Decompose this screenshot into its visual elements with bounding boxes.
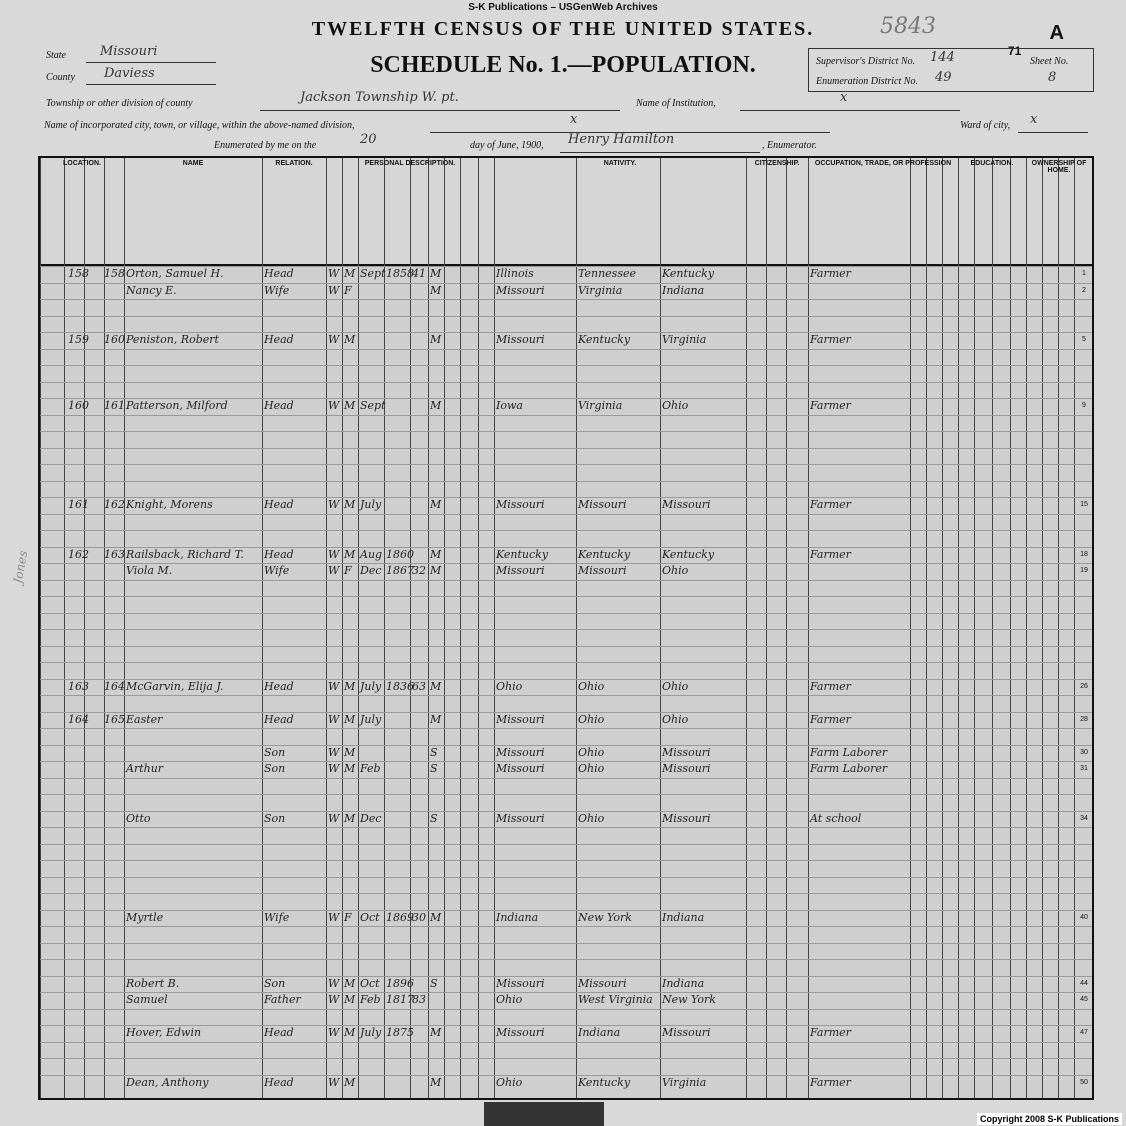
publisher-banner: S-K Publications – USGenWeb Archives bbox=[468, 2, 658, 13]
cell-mar: M bbox=[430, 910, 442, 924]
row-line bbox=[40, 481, 1092, 482]
cell-mother: Ohio bbox=[662, 564, 689, 577]
cell-month: July bbox=[360, 712, 382, 726]
cell-col: W bbox=[328, 762, 340, 775]
cell-mother: Missouri bbox=[662, 762, 711, 775]
township-value: Jackson Township W. pt. bbox=[300, 90, 459, 105]
cell-rel: Head bbox=[264, 267, 294, 280]
sheet-value: 8 bbox=[1048, 70, 1057, 85]
enumeration-value: 49 bbox=[935, 70, 952, 85]
row-line bbox=[40, 860, 1092, 861]
cell-dw: 158 bbox=[68, 267, 89, 280]
row-number: 28 bbox=[1080, 715, 1088, 723]
row-line bbox=[40, 646, 1092, 647]
cell-mar: M bbox=[430, 564, 442, 577]
cell-col: W bbox=[328, 1075, 340, 1089]
cell-month: Dec bbox=[360, 811, 382, 825]
row-line bbox=[40, 448, 1092, 449]
institution-label: Name of Institution, bbox=[636, 98, 716, 109]
ward-underline bbox=[1018, 132, 1088, 133]
enumerator-underline bbox=[560, 152, 760, 153]
cell-dw: 159 bbox=[68, 333, 89, 346]
cell-year: 1860 bbox=[386, 547, 414, 561]
cell-rel: Wife bbox=[264, 910, 290, 924]
cell-fam: 165 bbox=[104, 712, 125, 726]
enumeration-label: Enumeration District No. bbox=[816, 76, 918, 87]
cell-rel: Head bbox=[264, 399, 294, 412]
row-number: 45 bbox=[1080, 996, 1088, 1003]
cell-name: Knight, Morens bbox=[126, 498, 213, 511]
cell-sex: M bbox=[344, 1075, 356, 1089]
row-line bbox=[40, 629, 1092, 630]
cell-father: Indiana bbox=[578, 1026, 621, 1039]
cell-col: W bbox=[328, 993, 340, 1006]
cell-mother: Indiana bbox=[662, 910, 705, 924]
cell-name: Patterson, Milford bbox=[126, 399, 228, 412]
cell-col: W bbox=[328, 1026, 340, 1039]
row-line bbox=[40, 778, 1092, 779]
margin-note: Jones bbox=[10, 549, 31, 585]
cell-father: Tennessee bbox=[578, 267, 636, 280]
cell-father: Ohio bbox=[578, 712, 605, 726]
cell-month: Feb bbox=[360, 993, 381, 1006]
group-relation: RELATION. bbox=[275, 160, 313, 167]
enumerated-mid: day of June, 1900, bbox=[470, 140, 544, 151]
cell-fam: 163 bbox=[104, 547, 125, 561]
row-line bbox=[40, 695, 1092, 696]
cell-sex: M bbox=[344, 679, 356, 693]
cell-occ: Farmer bbox=[810, 1075, 851, 1089]
group-citizenship: CITIZENSHIP. bbox=[754, 160, 800, 167]
day-value: 20 bbox=[360, 132, 377, 147]
cell-rel: Head bbox=[264, 1026, 294, 1039]
cell-occ: Farmer bbox=[810, 679, 851, 693]
cell-occ: Farmer bbox=[810, 267, 851, 280]
cell-name: Hover, Edwin bbox=[126, 1026, 202, 1039]
row-number: 47 bbox=[1080, 1029, 1088, 1036]
cell-month: Oct bbox=[360, 976, 380, 990]
cell-name: Dean, Anthony bbox=[126, 1075, 209, 1089]
cell-birth: Missouri bbox=[496, 811, 545, 825]
cell-col: W bbox=[328, 498, 340, 511]
cell-sex: M bbox=[344, 267, 356, 280]
row-number: 2 bbox=[1082, 286, 1086, 294]
cell-mar: M bbox=[430, 267, 442, 280]
county-label: County bbox=[46, 72, 75, 83]
cell-mar: S bbox=[430, 976, 438, 990]
row-number: 15 bbox=[1080, 501, 1088, 508]
cell-age: 63 bbox=[412, 679, 426, 693]
cell-father: Virginia bbox=[578, 399, 623, 412]
cell-name: Otto bbox=[126, 811, 151, 825]
row-number: 5 bbox=[1082, 336, 1086, 343]
cell-col: W bbox=[328, 399, 340, 412]
cell-rel: Head bbox=[264, 712, 294, 726]
cell-birth: Missouri bbox=[496, 762, 545, 775]
cell-rel: Head bbox=[264, 1075, 294, 1089]
enumerator-value: Henry Hamilton bbox=[568, 132, 675, 147]
state-label: State bbox=[46, 50, 66, 61]
township-label: Township or other division of county bbox=[46, 98, 193, 109]
cell-name: Easter bbox=[126, 712, 163, 726]
cell-dw: 161 bbox=[68, 498, 89, 511]
binding-tab bbox=[484, 1102, 604, 1126]
city-value: x bbox=[570, 112, 578, 127]
cell-month: Aug bbox=[360, 547, 383, 561]
cell-dw: 164 bbox=[68, 712, 89, 726]
cell-name: Myrtle bbox=[126, 910, 164, 924]
cell-name: Samuel bbox=[126, 993, 168, 1006]
cell-birth: Kentucky bbox=[496, 547, 549, 561]
cell-mar: M bbox=[430, 333, 442, 346]
cell-age: 41 bbox=[412, 267, 426, 280]
enumerator-label: , Enumerator. bbox=[762, 140, 817, 151]
cell-mother: Virginia bbox=[662, 1075, 707, 1089]
cell-name: Nancy E. bbox=[126, 283, 177, 297]
cell-sex: F bbox=[344, 283, 352, 297]
page-number: 71 bbox=[1008, 44, 1022, 58]
cell-col: W bbox=[328, 745, 340, 759]
row-line bbox=[40, 431, 1092, 432]
cell-age: 32 bbox=[412, 564, 426, 577]
cell-rel: Son bbox=[264, 811, 286, 825]
cell-father: New York bbox=[578, 910, 632, 924]
cell-father: Ohio bbox=[578, 811, 605, 825]
cell-sex: M bbox=[344, 547, 356, 561]
cell-dw: 163 bbox=[68, 679, 89, 693]
cell-mar: M bbox=[430, 547, 442, 561]
row-line bbox=[40, 365, 1092, 366]
cell-mother: Kentucky bbox=[662, 267, 715, 280]
schedule-title: SCHEDULE No. 1.—POPULATION. bbox=[370, 52, 756, 78]
row-number: 30 bbox=[1080, 748, 1088, 756]
cell-rel: Head bbox=[264, 333, 294, 346]
cell-rel: Father bbox=[264, 993, 301, 1006]
row-line bbox=[40, 613, 1092, 614]
cell-father: Missouri bbox=[578, 498, 627, 511]
cell-birth: Missouri bbox=[496, 333, 545, 346]
sheet-label: Sheet No. bbox=[1030, 56, 1069, 67]
county-underline bbox=[86, 84, 216, 85]
cell-name: Robert B. bbox=[126, 976, 180, 990]
cell-col: W bbox=[328, 679, 340, 693]
cell-month: Feb bbox=[360, 762, 381, 775]
cell-sex: F bbox=[344, 564, 352, 577]
cell-year: 1875 bbox=[386, 1026, 414, 1039]
cell-sex: M bbox=[344, 333, 356, 346]
cell-mar: S bbox=[430, 762, 438, 775]
group-location: LOCATION. bbox=[63, 160, 101, 167]
row-line bbox=[40, 299, 1092, 300]
cell-father: Kentucky bbox=[578, 333, 631, 346]
township-underline bbox=[260, 110, 620, 111]
row-number: 34 bbox=[1080, 814, 1088, 822]
cell-birth: Missouri bbox=[496, 283, 545, 297]
cell-occ: Farmer bbox=[810, 712, 851, 726]
cell-occ: Farm Laborer bbox=[810, 762, 888, 775]
group-education: EDUCATION. bbox=[970, 160, 1014, 167]
enumerated-prefix: Enumerated by me on the bbox=[214, 140, 317, 151]
cell-birth: Indiana bbox=[496, 910, 539, 924]
cell-mother: Kentucky bbox=[662, 547, 715, 561]
cell-age: 83 bbox=[412, 993, 426, 1006]
cell-mother: Ohio bbox=[662, 679, 689, 693]
supervisor-value: 144 bbox=[930, 50, 955, 65]
cell-mar: M bbox=[430, 679, 442, 693]
cell-col: W bbox=[328, 547, 340, 561]
cell-occ: Farm Laborer bbox=[810, 745, 888, 759]
sheet-letter: A bbox=[1049, 22, 1064, 44]
cell-sex: M bbox=[344, 745, 356, 759]
table-header bbox=[40, 158, 1092, 266]
row-line bbox=[40, 349, 1092, 350]
cell-rel: Wife bbox=[264, 283, 290, 297]
row-number: 1 bbox=[1082, 270, 1086, 277]
cell-mother: Missouri bbox=[662, 498, 711, 511]
row-number: 26 bbox=[1080, 682, 1088, 690]
cell-occ: Farmer bbox=[810, 333, 851, 346]
row-number: 9 bbox=[1082, 402, 1086, 409]
cell-birth: Missouri bbox=[496, 712, 545, 726]
cell-birth: Illinois bbox=[496, 267, 534, 280]
ward-label: Ward of city, bbox=[960, 120, 1011, 131]
cell-month: July bbox=[360, 679, 382, 693]
cell-month: July bbox=[360, 498, 382, 511]
row-line bbox=[40, 580, 1092, 581]
row-line bbox=[40, 1042, 1092, 1043]
cell-col: W bbox=[328, 564, 340, 577]
cell-col: W bbox=[328, 267, 340, 280]
cell-year: 1817 bbox=[386, 993, 414, 1006]
copyright-footer: Copyright 2008 S-K Publications bbox=[977, 1113, 1122, 1125]
cell-col: W bbox=[328, 976, 340, 990]
cell-mother: Missouri bbox=[662, 745, 711, 759]
row-number: 50 bbox=[1080, 1078, 1088, 1086]
cell-rel: Son bbox=[264, 762, 286, 775]
census-title: TWELFTH CENSUS OF THE UNITED STATES. bbox=[311, 18, 815, 40]
cell-mother: Virginia bbox=[662, 333, 707, 346]
cell-sex: M bbox=[344, 762, 356, 775]
cell-father: Ohio bbox=[578, 762, 605, 775]
cell-name: Orton, Samuel H. bbox=[126, 267, 224, 280]
cell-birth: Missouri bbox=[496, 1026, 545, 1039]
county-value: Daviess bbox=[104, 66, 155, 81]
cell-dw: 162 bbox=[68, 547, 89, 561]
cell-occ: Farmer bbox=[810, 547, 851, 561]
row-line bbox=[40, 530, 1092, 531]
cell-father: Missouri bbox=[578, 976, 627, 990]
cell-birth: Ohio bbox=[496, 1075, 523, 1089]
cell-name: McGarvin, Elija J. bbox=[126, 679, 224, 693]
cell-sex: M bbox=[344, 811, 356, 825]
row-line bbox=[40, 794, 1092, 795]
ward-value: x bbox=[1030, 112, 1038, 127]
cell-birth: Ohio bbox=[496, 679, 523, 693]
group-nativity: NATIVITY. bbox=[603, 160, 637, 167]
population-table bbox=[38, 156, 1094, 1100]
cell-rel: Wife bbox=[264, 564, 290, 577]
cell-col: W bbox=[328, 712, 340, 726]
row-line bbox=[40, 514, 1092, 515]
cell-father: West Virginia bbox=[578, 993, 653, 1006]
cell-name: Railsback, Richard T. bbox=[126, 547, 244, 561]
city-label: Name of incorporated city, town, or village, within the above-named division, bbox=[44, 120, 355, 131]
cell-father: Kentucky bbox=[578, 1075, 631, 1089]
row-number: 40 bbox=[1080, 913, 1088, 921]
group-name: NAME bbox=[182, 160, 204, 167]
cell-fam: 164 bbox=[104, 679, 125, 693]
cell-sex: M bbox=[344, 993, 356, 1006]
cell-birth: Ohio bbox=[496, 993, 523, 1006]
cell-mar: S bbox=[430, 811, 438, 825]
cell-mar: S bbox=[430, 745, 438, 759]
cell-mother: Indiana bbox=[662, 283, 705, 297]
row-line bbox=[40, 1009, 1092, 1010]
cell-sex: F bbox=[344, 910, 352, 924]
cell-fam: 162 bbox=[104, 498, 125, 511]
group-personal: PERSONAL DESCRIPTION. bbox=[364, 160, 456, 167]
cell-col: W bbox=[328, 811, 340, 825]
cell-birth: Missouri bbox=[496, 498, 545, 511]
institution-underline bbox=[740, 110, 960, 111]
row-line bbox=[40, 827, 1092, 828]
state-value: Missouri bbox=[100, 44, 158, 59]
cell-age: 30 bbox=[412, 910, 426, 924]
cell-birth: Missouri bbox=[496, 745, 545, 759]
cell-dw: 160 bbox=[68, 399, 89, 412]
cell-month: July bbox=[360, 1026, 382, 1039]
cell-mar: M bbox=[430, 1026, 442, 1039]
cell-sex: M bbox=[344, 1026, 356, 1039]
cell-year: 1869 bbox=[386, 910, 414, 924]
row-number: 44 bbox=[1080, 979, 1088, 987]
cell-sex: M bbox=[344, 498, 356, 511]
state-underline bbox=[86, 62, 216, 63]
row-line bbox=[40, 728, 1092, 729]
row-line bbox=[40, 382, 1092, 383]
cell-mother: Ohio bbox=[662, 399, 689, 412]
row-line bbox=[40, 877, 1092, 878]
cell-fam: 158 bbox=[104, 267, 125, 280]
group-ownership: OWNERSHIP OF HOME. bbox=[1031, 160, 1087, 174]
cell-year: 1858 bbox=[386, 267, 414, 280]
cell-name: Peniston, Robert bbox=[126, 333, 219, 346]
cell-occ: At school bbox=[810, 811, 862, 825]
row-line bbox=[40, 464, 1092, 465]
cell-mother: Missouri bbox=[662, 811, 711, 825]
cell-birth: Missouri bbox=[496, 976, 545, 990]
cell-rel: Head bbox=[264, 498, 294, 511]
cell-father: Missouri bbox=[578, 564, 627, 577]
cell-year: 1836 bbox=[386, 679, 414, 693]
cell-rel: Son bbox=[264, 976, 286, 990]
row-line bbox=[40, 926, 1092, 927]
row-line bbox=[40, 415, 1092, 416]
row-line bbox=[40, 893, 1092, 894]
institution-value: x bbox=[840, 90, 848, 105]
cell-rel: Head bbox=[264, 547, 294, 561]
cell-mar: M bbox=[430, 498, 442, 511]
cell-mar: M bbox=[430, 1075, 442, 1089]
cell-rel: Son bbox=[264, 745, 286, 759]
cell-mother: Ohio bbox=[662, 712, 689, 726]
row-line bbox=[40, 943, 1092, 944]
row-number: 18 bbox=[1080, 550, 1088, 558]
cell-sex: M bbox=[344, 399, 356, 412]
cell-mar: M bbox=[430, 712, 442, 726]
cell-birth: Iowa bbox=[496, 399, 523, 412]
cell-sex: M bbox=[344, 712, 356, 726]
cell-fam: 160 bbox=[104, 333, 125, 346]
row-line bbox=[40, 316, 1092, 317]
cell-father: Ohio bbox=[578, 745, 605, 759]
cell-col: W bbox=[328, 333, 340, 346]
cell-occ: Farmer bbox=[810, 1026, 851, 1039]
cell-rel: Head bbox=[264, 679, 294, 693]
cell-name: Viola M. bbox=[126, 564, 173, 577]
supervisor-label: Supervisor's District No. bbox=[816, 56, 916, 67]
cell-father: Kentucky bbox=[578, 547, 631, 561]
cell-mother: Missouri bbox=[662, 1026, 711, 1039]
row-line bbox=[40, 959, 1092, 960]
cell-occ: Farmer bbox=[810, 498, 851, 511]
row-line bbox=[40, 596, 1092, 597]
cell-name: Arthur bbox=[126, 762, 164, 775]
cell-birth: Missouri bbox=[496, 564, 545, 577]
row-number: 31 bbox=[1080, 765, 1088, 772]
cell-mother: New York bbox=[662, 993, 716, 1006]
row-line bbox=[40, 844, 1092, 845]
cell-year: 1867 bbox=[386, 564, 414, 577]
row-line bbox=[40, 662, 1092, 663]
cell-month: Sept bbox=[360, 267, 386, 280]
cell-sex: M bbox=[344, 976, 356, 990]
archive-stamp: 5843 bbox=[880, 14, 936, 39]
cell-father: Virginia bbox=[578, 283, 623, 297]
cell-col: W bbox=[328, 910, 340, 924]
cell-month: Sept bbox=[360, 399, 386, 412]
row-line bbox=[40, 1058, 1092, 1059]
cell-month: Dec bbox=[360, 564, 382, 577]
cell-mar: M bbox=[430, 399, 442, 412]
cell-mother: Indiana bbox=[662, 976, 705, 990]
cell-fam: 161 bbox=[104, 399, 125, 412]
cell-col: W bbox=[328, 283, 340, 297]
cell-mar: M bbox=[430, 283, 442, 297]
row-number: 19 bbox=[1080, 567, 1088, 574]
cell-occ: Farmer bbox=[810, 399, 851, 412]
group-occupation: OCCUPATION, TRADE, OR PROFESSION bbox=[814, 160, 952, 167]
cell-father: Ohio bbox=[578, 679, 605, 693]
cell-year: 1896 bbox=[386, 976, 414, 990]
cell-month: Oct bbox=[360, 910, 380, 924]
